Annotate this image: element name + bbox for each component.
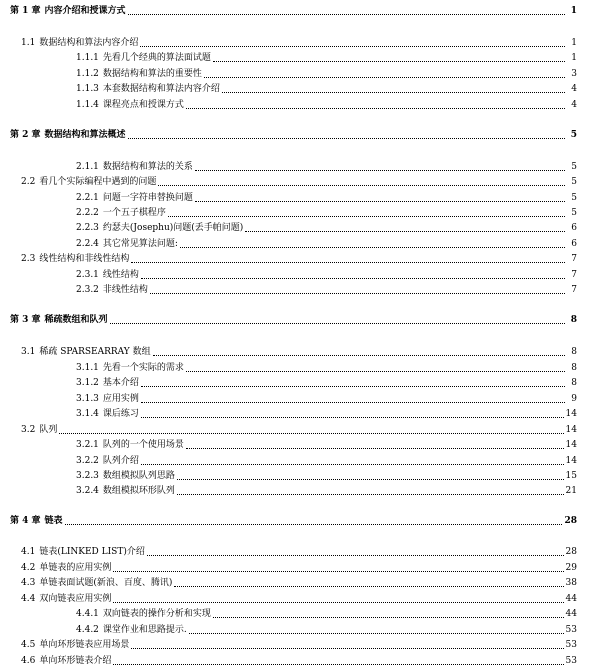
toc-entry-number: 1.1 <box>21 38 36 48</box>
toc-subsection-entry[interactable] <box>0 66 591 80</box>
toc-page-number: 38 <box>565 578 577 588</box>
toc-section-entry[interactable] <box>0 251 591 265</box>
dot-leader <box>168 216 565 217</box>
toc-page-number: 1 <box>570 6 577 16</box>
dot-leader <box>213 617 564 618</box>
toc-subsection-entry[interactable] <box>0 453 591 467</box>
toc-entry-number: 2.3 <box>21 254 36 264</box>
toc-section-entry[interactable] <box>0 637 591 651</box>
dot-leader <box>153 355 565 356</box>
toc-entry-number: 4.5 <box>21 640 36 650</box>
toc-chapter-entry[interactable] <box>0 513 591 527</box>
toc-entry-number: 1.1.2 <box>76 69 99 79</box>
toc-page-number: 44 <box>565 594 577 604</box>
toc-entry-title: 一个五子棋程序 <box>102 208 166 218</box>
dot-leader <box>147 555 564 556</box>
toc-entry-number: 2.2.2 <box>76 208 99 218</box>
toc-entry-title: 链表(LINKED LIST)介绍 <box>39 547 145 557</box>
toc-entry-title: 线性结构和非线性结构 <box>39 254 130 264</box>
toc-entry-title: 单向环形链表介绍 <box>39 656 112 666</box>
toc-entry-title: 应用实例 <box>102 394 139 404</box>
toc-page-number: 1 <box>571 38 577 48</box>
toc-entry-title: 内容介绍和授课方式 <box>44 6 126 16</box>
dot-leader <box>177 494 564 495</box>
toc-entry-title: 数组模拟队列思路 <box>102 471 175 481</box>
dot-leader <box>141 464 564 465</box>
toc-chapter-entry[interactable] <box>0 3 591 17</box>
toc-subsection-entry[interactable] <box>0 375 591 389</box>
toc-entry-title: 课程亮点和授课方式 <box>102 100 184 110</box>
toc-subsection-entry[interactable] <box>0 622 591 636</box>
toc-subsection-entry[interactable] <box>0 406 591 420</box>
dot-leader <box>65 524 563 525</box>
dot-leader <box>189 633 564 634</box>
toc-entry-title: 双向链表的操作分析和实现 <box>102 609 211 619</box>
toc-page-number: 8 <box>571 363 577 373</box>
toc-subsection-entry[interactable] <box>0 267 591 281</box>
toc-page-number: 7 <box>571 270 577 280</box>
toc-entry-number: 3.2.2 <box>76 456 99 466</box>
toc-page-number: 44 <box>565 609 577 619</box>
toc-entry-title: 链表 <box>44 516 63 526</box>
toc-entry-number: 2.2 <box>21 177 36 187</box>
toc-entry-number: 4.6 <box>21 656 36 666</box>
toc-entry-number: 1.1.3 <box>76 84 99 94</box>
toc-page-number: 14 <box>565 409 577 419</box>
dot-leader <box>131 648 563 649</box>
dot-leader <box>204 77 565 78</box>
toc-page-number: 9 <box>571 394 577 404</box>
dot-leader <box>141 278 565 279</box>
toc-page-number: 8 <box>571 347 577 357</box>
toc-entry-title: 线性结构 <box>102 270 139 280</box>
toc-subsection-entry[interactable] <box>0 50 591 64</box>
dot-leader <box>110 323 565 324</box>
toc-section-entry[interactable] <box>0 174 591 188</box>
dot-leader <box>222 92 565 93</box>
toc-entry-number: 3.2.4 <box>76 486 99 496</box>
toc-entry-number: 3.1 <box>21 347 36 357</box>
toc-entry-number: 4.4.2 <box>76 625 99 635</box>
toc-entry-number: 第 3 章 <box>10 315 41 325</box>
toc-entry-title: 本套数据结构和算法内容介绍 <box>102 84 220 94</box>
toc-page-number: 14 <box>565 425 577 435</box>
toc-subsection-entry[interactable] <box>0 220 591 234</box>
toc-entry-number: 4.4.1 <box>76 609 99 619</box>
dot-leader <box>213 61 565 62</box>
toc-chapter-entry[interactable] <box>0 127 591 141</box>
toc-entry-title: 单链表面试题(新浪、百度、腾讯) <box>39 578 173 588</box>
toc-entry-title: 约瑟夫(Josephu)问题(丢手帕问题) <box>102 223 244 233</box>
dot-leader <box>113 602 563 603</box>
toc-subsection-entry[interactable] <box>0 205 591 219</box>
toc-entry-number: 3.1.1 <box>76 363 99 373</box>
toc-entry-title: 基本介绍 <box>102 378 139 388</box>
toc-subsection-entry[interactable] <box>0 468 591 482</box>
dot-leader <box>186 108 565 109</box>
toc-subsection-entry[interactable] <box>0 391 591 405</box>
toc-page-number: 28 <box>565 547 577 557</box>
toc-entry-title: 稀疏 SPARSEARRAY 数组 <box>39 347 151 357</box>
toc-entry-number: 1.1.4 <box>76 100 99 110</box>
dot-leader <box>150 293 565 294</box>
toc-entry-number: 第 1 章 <box>10 6 41 16</box>
toc-entry-title: 先看几个经典的算法面试题 <box>102 53 211 63</box>
dot-leader <box>158 185 565 186</box>
toc-page-number: 5 <box>571 177 577 187</box>
toc-page-number: 6 <box>571 223 577 233</box>
toc-page-number: 53 <box>565 625 577 635</box>
toc-entry-title: 数据结构和算法概述 <box>44 130 126 140</box>
toc-page-number: 8 <box>570 315 577 325</box>
toc-page-number: 5 <box>570 130 577 140</box>
toc-entry-number: 第 2 章 <box>10 130 41 140</box>
toc-entry-number: 2.2.3 <box>76 223 99 233</box>
toc-section-entry[interactable] <box>0 591 591 605</box>
toc-chapter-entry[interactable] <box>0 312 591 326</box>
dot-leader <box>140 46 565 47</box>
toc-entry-number: 4.2 <box>21 563 36 573</box>
dot-leader <box>177 479 564 480</box>
toc-page-number: 14 <box>565 440 577 450</box>
toc-section-entry[interactable] <box>0 422 591 436</box>
toc-entry-title: 课堂作业和思路提示. <box>102 625 187 635</box>
toc-page-number: 5 <box>571 193 577 203</box>
toc-subsection-entry[interactable] <box>0 97 591 111</box>
toc-entry-title: 数据结构和算法的重要性 <box>102 69 202 79</box>
toc-page-number: 7 <box>571 254 577 264</box>
toc-entry-title: 队列的一个使用场景 <box>102 440 184 450</box>
dot-leader <box>180 247 565 248</box>
toc-entry-number: 2.3.2 <box>76 285 99 295</box>
toc-entry-number: 2.2.4 <box>76 239 99 249</box>
dot-leader <box>141 417 564 418</box>
dot-leader <box>186 371 565 372</box>
toc-subsection-entry[interactable] <box>0 606 591 620</box>
toc-section-entry[interactable] <box>0 653 591 667</box>
toc-page-number: 53 <box>565 656 577 666</box>
dot-leader <box>174 586 563 587</box>
toc-entry-title: 单链表的应用实例 <box>39 563 112 573</box>
toc-entry-title: 问题一字符串替换问题 <box>102 193 193 203</box>
toc-page-number: 21 <box>565 486 577 496</box>
toc-page-number: 29 <box>565 563 577 573</box>
toc-entry-title: 数据结构和算法的关系 <box>102 162 193 172</box>
dot-leader <box>141 386 565 387</box>
dot-leader <box>113 664 563 665</box>
dot-leader <box>141 402 565 403</box>
toc-section-entry[interactable] <box>0 344 591 358</box>
toc-entry-number: 3.2.1 <box>76 440 99 450</box>
toc-entry-number: 2.2.1 <box>76 193 99 203</box>
toc-page-number: 1 <box>571 53 577 63</box>
toc-section-entry[interactable] <box>0 560 591 574</box>
toc-subsection-entry[interactable] <box>0 159 591 173</box>
toc-entry-number: 2.3.1 <box>76 270 99 280</box>
toc-entry-number: 第 4 章 <box>10 516 41 526</box>
toc-subsection-entry[interactable] <box>0 483 591 497</box>
toc-entry-title: 非线性结构 <box>102 285 148 295</box>
dot-leader <box>113 571 563 572</box>
toc-page-number: 8 <box>571 378 577 388</box>
toc-entry-number: 4.4 <box>21 594 36 604</box>
toc-entry-number: 2.1.1 <box>76 162 99 172</box>
toc-entry-title: 先看一个实际的需求 <box>102 363 184 373</box>
toc-page-number: 5 <box>571 162 577 172</box>
toc-page-number: 28 <box>564 516 577 526</box>
dot-leader <box>128 14 565 15</box>
toc-section-entry[interactable] <box>0 544 591 558</box>
toc-page-number: 4 <box>571 100 577 110</box>
toc-subsection-entry[interactable] <box>0 81 591 95</box>
toc-entry-title: 其它常见算法问题: <box>102 239 178 249</box>
toc-page-number: 3 <box>571 69 577 79</box>
dot-leader <box>59 433 563 434</box>
toc-entry-number: 3.1.3 <box>76 394 99 404</box>
toc-entry-number: 4.3 <box>21 578 36 588</box>
toc-page-number: 4 <box>571 84 577 94</box>
toc-entry-number: 3.2.3 <box>76 471 99 481</box>
toc-entry-number: 3.1.4 <box>76 409 99 419</box>
toc-subsection-entry[interactable] <box>0 360 591 374</box>
toc-entry-title: 课后练习 <box>102 409 139 419</box>
toc-entry-title: 队列介绍 <box>102 456 139 466</box>
toc-entry-title: 双向链表应用实例 <box>39 594 112 604</box>
toc-page-number: 15 <box>565 471 577 481</box>
toc-entry-number: 4.1 <box>21 547 36 557</box>
toc-subsection-entry[interactable] <box>0 282 591 296</box>
toc-section-entry[interactable] <box>0 575 591 589</box>
toc-entry-number: 1.1.1 <box>76 53 99 63</box>
toc-page-number: 7 <box>571 285 577 295</box>
toc-entry-title: 队列 <box>39 425 58 435</box>
toc-page-number: 5 <box>571 208 577 218</box>
toc-page-number: 6 <box>571 239 577 249</box>
dot-leader <box>128 138 565 139</box>
dot-leader <box>186 448 564 449</box>
toc-section-entry[interactable] <box>0 35 591 49</box>
toc-entry-title: 数据结构和算法内容介绍 <box>39 38 139 48</box>
dot-leader <box>195 201 565 202</box>
toc-entry-number: 3.1.2 <box>76 378 99 388</box>
dot-leader <box>245 231 565 232</box>
toc-page-number: 14 <box>565 456 577 466</box>
toc-subsection-entry[interactable] <box>0 236 591 250</box>
toc-subsection-entry[interactable] <box>0 437 591 451</box>
toc-subsection-entry[interactable] <box>0 190 591 204</box>
toc-entry-title: 单向环形链表应用场景 <box>39 640 130 650</box>
dot-leader <box>131 262 565 263</box>
toc-entry-title: 稀疏数组和队列 <box>44 315 108 325</box>
toc-entry-title: 数组模拟环形队列 <box>102 486 175 496</box>
toc-entry-number: 3.2 <box>21 425 36 435</box>
toc-page-number: 53 <box>565 640 577 650</box>
dot-leader <box>195 170 565 171</box>
toc-entry-title: 看几个实际编程中遇到的问题 <box>39 177 157 187</box>
